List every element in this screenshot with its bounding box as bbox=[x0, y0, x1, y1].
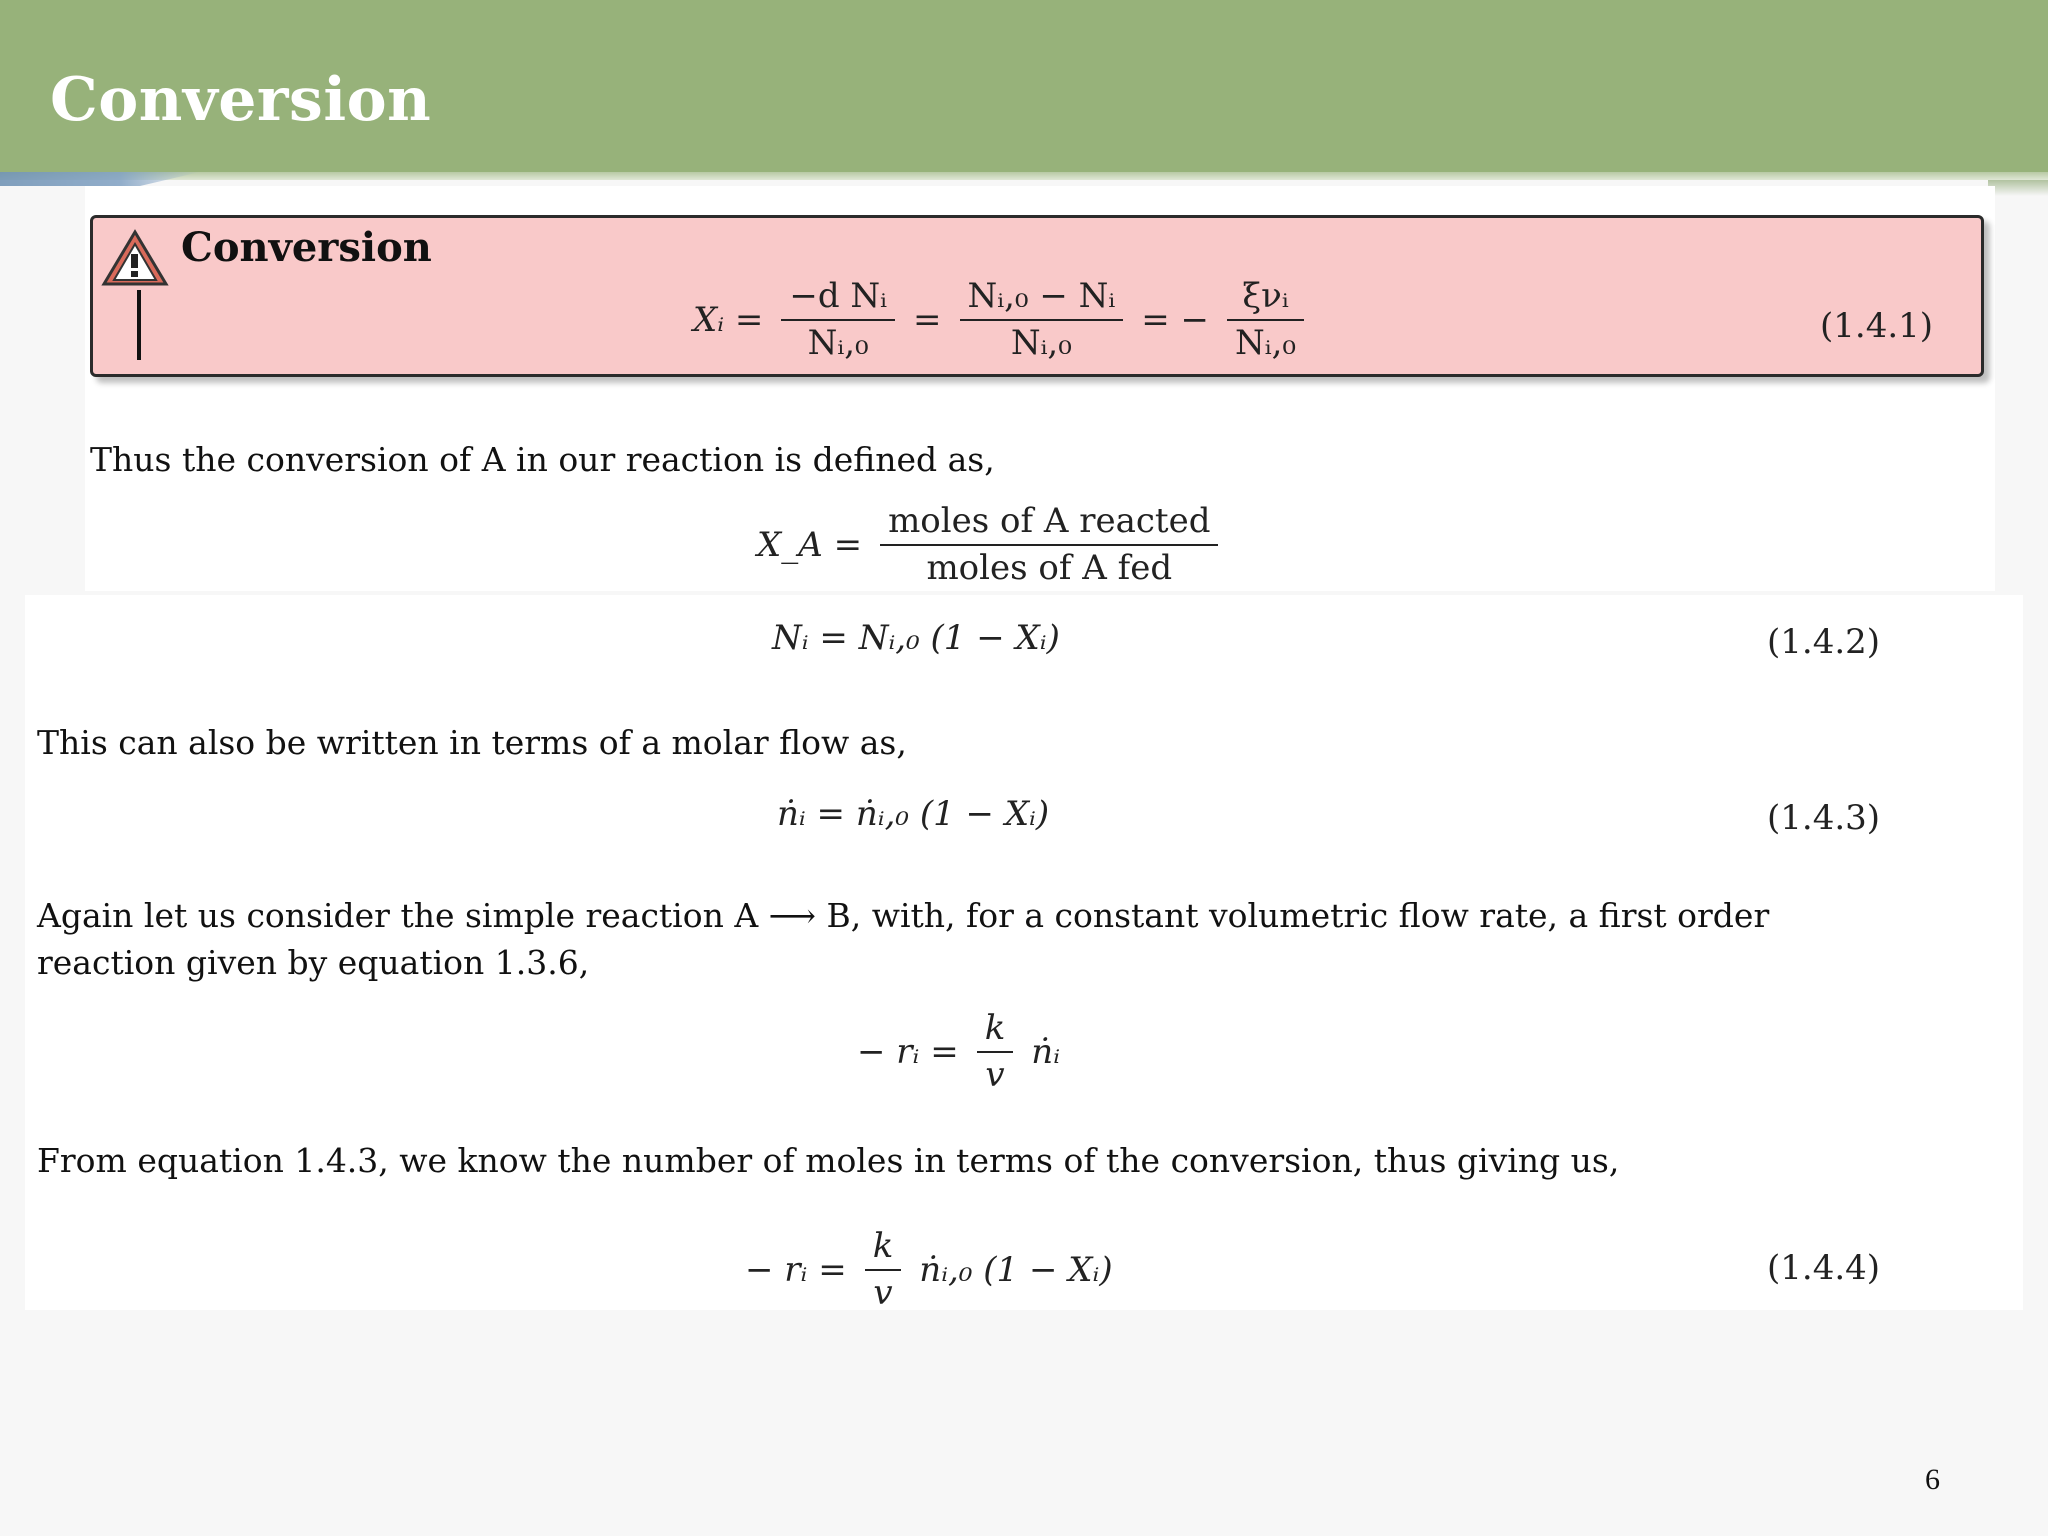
header-underline bbox=[0, 172, 2048, 180]
slide-title: Conversion bbox=[50, 65, 432, 135]
eq-141-lhs: Xᵢ = bbox=[693, 299, 764, 340]
paragraph-conversion-definition: Thus the conversion of A in our reaction is defined as, bbox=[90, 440, 995, 479]
eq-xa-num: moles of A reacted bbox=[888, 501, 1211, 541]
eq-144-rhs: ṅᵢ,₀ (1 − Xᵢ) bbox=[919, 1249, 1113, 1290]
eq-143-text: ṅᵢ = ṅᵢ,₀ (1 − Xᵢ) bbox=[777, 794, 1050, 834]
eq-rate-lhs: − rᵢ = bbox=[857, 1031, 959, 1072]
eq-rate-num: k bbox=[984, 1008, 1006, 1048]
fraction-bar bbox=[865, 1269, 902, 1271]
eq-141-frac2-den: Nᵢ,₀ bbox=[1010, 323, 1072, 364]
header-accent-left bbox=[0, 172, 200, 186]
definition-box bbox=[90, 215, 1984, 377]
equation-1-4-1 bbox=[693, 278, 1304, 363]
header-accent-right bbox=[1988, 180, 2048, 196]
eq-141-frac3-num: ξνᵢ bbox=[1242, 276, 1289, 316]
eq-xa-den: moles of A fed bbox=[926, 548, 1173, 589]
eq-144-den: v bbox=[873, 1273, 893, 1314]
equation-1-4-3 bbox=[777, 796, 1049, 833]
equation-xa bbox=[757, 503, 1218, 588]
fraction-bar bbox=[880, 544, 1218, 546]
eq-144-num: k bbox=[872, 1226, 894, 1266]
definition-box-bar bbox=[137, 290, 141, 360]
eq-141-frac2-num: Nᵢ,₀ − Nᵢ bbox=[967, 276, 1116, 316]
eq-xa-fraction bbox=[880, 503, 1218, 588]
paragraph-moles-conversion: From equation 1.4.3, we know the number of moles in terms of the conversion, thus giving us, bbox=[37, 1141, 1620, 1180]
eq-141-equals-2: = bbox=[913, 299, 942, 340]
paragraph-first-order-reaction: Again let us consider the simple reaction A ⟶ B, with, for a constant volumetric flow rate, a first order reaction given by equation 1.3.6, bbox=[37, 896, 1770, 982]
definition-box-label: Conversion bbox=[181, 224, 432, 271]
eq-141-fraction-3 bbox=[1227, 278, 1304, 363]
eq-rate-fraction bbox=[977, 1010, 1014, 1095]
equation-1-4-2 bbox=[772, 620, 1060, 657]
fraction-bar bbox=[977, 1051, 1014, 1053]
eq-141-equals-3: = − bbox=[1141, 299, 1210, 340]
eq-141-frac1-num: −d Nᵢ bbox=[789, 276, 887, 316]
eq-141-fraction-2 bbox=[960, 278, 1124, 363]
eq-142-text: Nᵢ = Nᵢ,₀ (1 − Xᵢ) bbox=[772, 618, 1060, 658]
equation-number-1-4-2: (1.4.2) bbox=[1767, 622, 1881, 662]
eq-141-frac3-den: Nᵢ,₀ bbox=[1235, 323, 1297, 364]
fraction-bar bbox=[960, 319, 1124, 321]
warning-triangle-icon bbox=[100, 228, 170, 288]
eq-144-fraction bbox=[865, 1228, 902, 1313]
equation-number-1-4-1: (1.4.1) bbox=[1820, 306, 1934, 346]
equation-rate bbox=[857, 1010, 1060, 1095]
eq-141-frac1-den: Nᵢ,₀ bbox=[807, 323, 869, 364]
eq-xa-lhs: X_A = bbox=[757, 524, 863, 565]
fraction-bar bbox=[781, 319, 895, 321]
eq-rate-rhs: ṅᵢ bbox=[1031, 1031, 1061, 1072]
page-number: 6 bbox=[1925, 1463, 1940, 1496]
eq-141-fraction-1 bbox=[781, 278, 895, 363]
equation-1-4-4 bbox=[745, 1228, 1113, 1313]
fraction-bar bbox=[1227, 319, 1304, 321]
eq-rate-den: v bbox=[985, 1055, 1005, 1096]
equation-number-1-4-4: (1.4.4) bbox=[1767, 1248, 1881, 1288]
equation-number-1-4-3: (1.4.3) bbox=[1767, 798, 1881, 838]
eq-144-lhs: − rᵢ = bbox=[745, 1249, 847, 1290]
paragraph-molar-flow: This can also be written in terms of a molar flow as, bbox=[37, 723, 907, 762]
